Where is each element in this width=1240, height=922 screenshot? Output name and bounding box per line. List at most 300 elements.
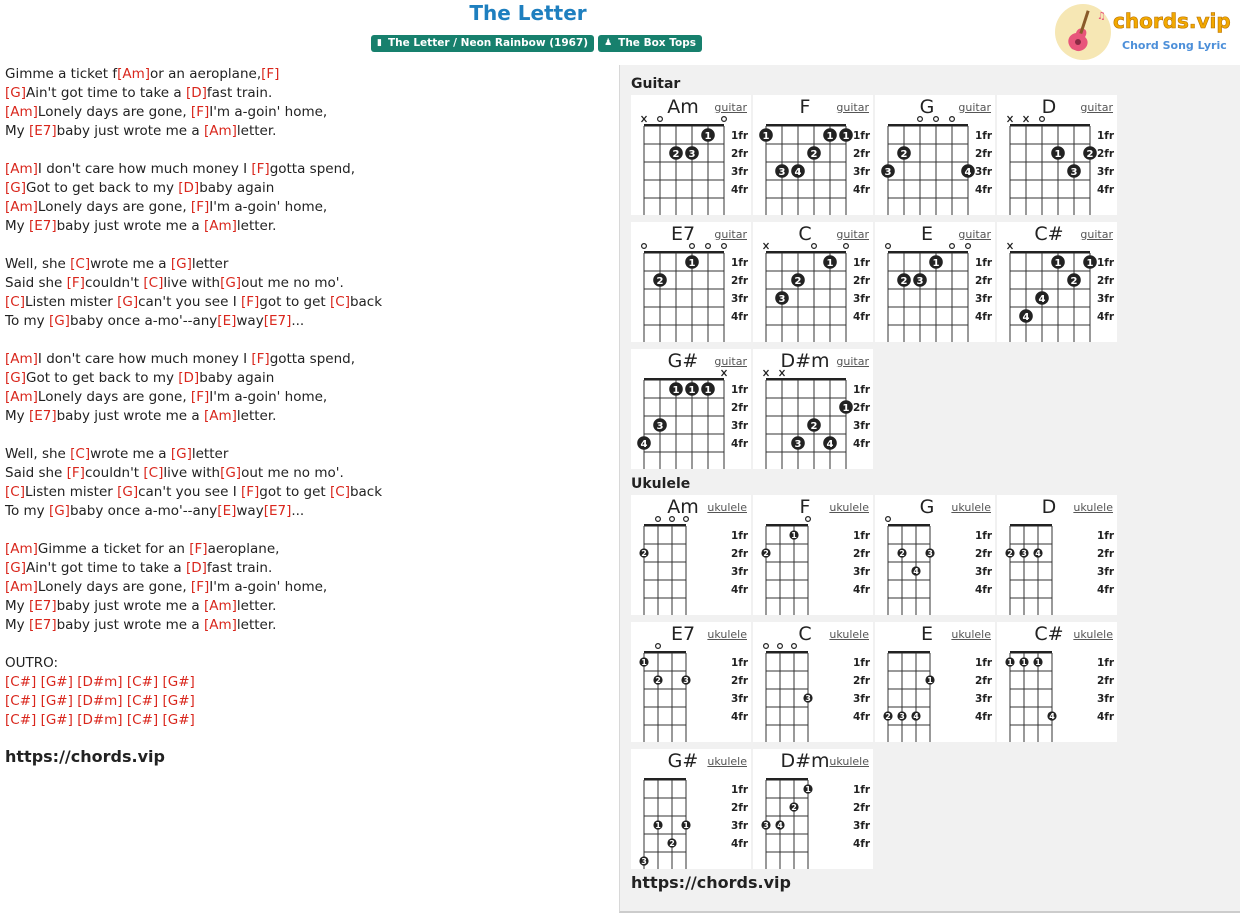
finger-number: 3 xyxy=(778,167,786,178)
finger-dot xyxy=(701,382,715,396)
chord-link[interactable]: [G#] xyxy=(40,674,73,690)
fret-label: 4fr xyxy=(975,584,993,596)
finger-number: 4 xyxy=(1035,549,1041,558)
guitar-logo-icon xyxy=(1055,2,1235,62)
fret-label: 2fr xyxy=(731,402,749,414)
finger-dot xyxy=(681,675,690,685)
lyric-text: Lonely days are gone, xyxy=(37,579,191,595)
finger-dot xyxy=(775,820,784,830)
finger-dot xyxy=(897,711,906,721)
guitar-type-link[interactable]: guitar xyxy=(958,101,991,114)
song-badges xyxy=(371,35,702,52)
finger-dot xyxy=(639,856,648,866)
fret-label: 4fr xyxy=(853,184,871,196)
finger-number: 1 xyxy=(805,785,811,794)
chord-link[interactable]: [D] xyxy=(178,180,200,196)
lyric-line xyxy=(5,578,605,597)
ukulele-chord-card[interactable] xyxy=(875,622,995,742)
lyric-line xyxy=(5,369,605,388)
chord-link[interactable]: [E] xyxy=(217,503,237,519)
guitar-chord-card[interactable] xyxy=(631,349,751,469)
logo-tagline: Chord Song Lyric xyxy=(1122,39,1227,52)
lyric-text: live with xyxy=(163,275,221,291)
chord-link[interactable]: [Am] xyxy=(203,408,237,424)
lyric-line xyxy=(5,540,605,559)
finger-dot xyxy=(653,273,667,287)
chord-link[interactable]: [Am] xyxy=(203,617,237,633)
finger-dot xyxy=(639,657,648,667)
chord-name: E xyxy=(920,623,933,645)
fret-label: 2fr xyxy=(731,548,749,560)
lyric-text: fast train. xyxy=(206,85,273,101)
guitar-type-link[interactable]: guitar xyxy=(714,355,747,368)
chord-link[interactable]: [G] xyxy=(5,560,26,576)
fret-label: 2fr xyxy=(853,802,871,814)
chord-link[interactable]: [C#] xyxy=(5,674,37,690)
finger-number: 1 xyxy=(1021,658,1027,667)
ukulele-chord-card[interactable] xyxy=(875,495,995,615)
finger-dot xyxy=(823,128,837,142)
chord-link[interactable]: [Am] xyxy=(203,598,237,614)
lyric-text: Ain't got time to take a xyxy=(26,560,186,576)
chord-link[interactable]: [E7] xyxy=(28,598,57,614)
chord-name: D#m xyxy=(780,750,830,772)
lyric-text: ... xyxy=(291,313,305,329)
finger-number: 1 xyxy=(672,385,680,396)
finger-dot xyxy=(839,400,853,414)
lyric-text: wrote me a xyxy=(90,446,171,462)
lyric-text: I'm a-goin' home, xyxy=(209,579,328,595)
chord-link[interactable]: [E] xyxy=(217,313,237,329)
chord-name: C xyxy=(798,223,812,245)
chord-link[interactable]: [G] xyxy=(220,275,242,291)
fret-label: 1fr xyxy=(731,130,749,142)
finger-dot xyxy=(1067,164,1081,178)
artist-badge[interactable] xyxy=(598,35,702,52)
chord-link[interactable]: [E7] xyxy=(263,503,292,519)
fret-label: 3fr xyxy=(731,420,749,432)
lyric-text: Lonely days are gone, xyxy=(37,389,191,405)
lyric-text: letter. xyxy=(236,408,277,424)
guitar-type-link[interactable]: guitar xyxy=(714,228,747,241)
lyric-text: I don't care how much money I xyxy=(37,161,252,177)
chord-link[interactable]: [Am] xyxy=(5,579,38,595)
fret-label: 2fr xyxy=(1097,148,1115,160)
fret-label: 1fr xyxy=(853,784,871,796)
guitar-type-link[interactable]: guitar xyxy=(836,101,869,114)
fret-label: 1fr xyxy=(975,130,993,142)
chord-link[interactable]: [C] xyxy=(143,465,164,481)
lyric-line xyxy=(5,654,605,673)
lyric-text: fast train. xyxy=(206,560,273,576)
nut xyxy=(1010,124,1090,127)
chord-link[interactable]: [C#] xyxy=(126,674,159,690)
lyric-text: baby just wrote me a xyxy=(56,598,204,614)
lyric-line xyxy=(5,616,605,635)
fret-label: 1fr xyxy=(853,384,871,396)
finger-dot xyxy=(653,675,662,685)
chord-link[interactable]: [Am] xyxy=(5,161,38,177)
guitar-chord-card[interactable] xyxy=(875,222,995,342)
nut xyxy=(766,778,808,781)
fret-label: 3fr xyxy=(731,566,749,578)
lyric-line xyxy=(5,426,605,445)
nut xyxy=(766,524,808,527)
nut xyxy=(644,524,686,527)
ukulele-chord-card[interactable] xyxy=(997,622,1117,742)
fret-label: 2fr xyxy=(731,275,749,287)
lyric-text: letter. xyxy=(236,123,277,139)
lyric-text: Said she xyxy=(5,465,67,481)
finger-number: 1 xyxy=(762,131,770,142)
fret-label: 2fr xyxy=(975,675,993,687)
fret-label: 3fr xyxy=(853,693,871,705)
chord-link[interactable]: [F] xyxy=(251,351,270,367)
ukulele-type-link[interactable]: ukulele xyxy=(1073,628,1113,641)
chord-link[interactable]: [C#] xyxy=(126,712,159,728)
fret-label: 2fr xyxy=(853,548,871,560)
lyric-line xyxy=(5,255,605,274)
chord-link[interactable]: [G#] xyxy=(40,712,73,728)
fret-label: 2fr xyxy=(975,148,993,160)
lyric-text: way xyxy=(236,503,264,519)
finger-number: 1 xyxy=(826,131,834,142)
finger-number: 4 xyxy=(913,712,919,721)
lyric-line xyxy=(5,236,605,255)
chord-link[interactable]: [F] xyxy=(240,484,260,500)
lyric-line xyxy=(5,217,605,236)
finger-dot xyxy=(823,436,837,450)
finger-dot xyxy=(791,164,805,178)
chord-link[interactable]: [F] xyxy=(240,294,260,310)
lyric-line xyxy=(5,635,605,654)
lyrics-block xyxy=(5,65,605,730)
guitar-chord-card[interactable] xyxy=(631,222,751,342)
finger-dot xyxy=(1005,657,1014,667)
chord-link[interactable]: [E7] xyxy=(28,123,57,139)
nut xyxy=(766,251,846,254)
ukulele-chord-card[interactable] xyxy=(631,495,751,615)
chord-link[interactable]: [C#] xyxy=(5,693,37,709)
fret-label: 3fr xyxy=(975,566,993,578)
fret-label: 2fr xyxy=(1097,675,1115,687)
fret-label: 4fr xyxy=(731,584,749,596)
chord-link[interactable]: [D#m] xyxy=(77,693,123,709)
chord-link[interactable]: [G#] xyxy=(162,693,195,709)
fret-label: 2fr xyxy=(731,802,749,814)
chord-link[interactable]: [C] xyxy=(70,256,91,272)
finger-dot xyxy=(1019,657,1028,667)
lyric-text: letter. xyxy=(236,617,277,633)
finger-number: 4 xyxy=(640,439,648,450)
finger-number: 2 xyxy=(899,549,905,558)
finger-number: 1 xyxy=(683,821,689,830)
panel-site-url-link[interactable]: https://chords.vip xyxy=(631,873,791,892)
lyric-line xyxy=(5,521,605,540)
chord-link[interactable]: [G] xyxy=(117,294,139,310)
finger-dot xyxy=(1035,291,1049,305)
fret-label: 3fr xyxy=(1097,693,1115,705)
chord-link[interactable]: [F] xyxy=(190,389,210,405)
ukulele-chord-card[interactable] xyxy=(753,495,873,615)
ukulele-chord-card[interactable] xyxy=(753,749,873,869)
chord-link[interactable]: [C] xyxy=(5,294,25,310)
finger-dot xyxy=(1019,548,1028,558)
guitar-chord-card[interactable] xyxy=(875,95,995,215)
lyric-text: baby just wrote me a xyxy=(56,617,204,633)
fret-label: 3fr xyxy=(1097,566,1115,578)
finger-number: 2 xyxy=(810,421,818,432)
ukulele-type-link[interactable]: ukulele xyxy=(707,628,747,641)
chord-link[interactable]: [F] xyxy=(190,104,210,120)
chord-link[interactable]: [F] xyxy=(251,161,270,177)
ukulele-type-link[interactable]: ukulele xyxy=(829,501,869,514)
chord-name: E7 xyxy=(670,623,696,645)
chord-link[interactable]: [D] xyxy=(185,85,207,101)
guitar-type-link[interactable]: guitar xyxy=(958,228,991,241)
finger-number: 2 xyxy=(641,549,647,558)
nut xyxy=(1010,524,1052,527)
album-badge[interactable] xyxy=(371,35,594,52)
finger-dot xyxy=(1005,548,1014,558)
chord-link[interactable]: [F] xyxy=(66,275,85,291)
chord-link[interactable]: [G] xyxy=(48,503,70,519)
finger-number: 2 xyxy=(1086,149,1094,160)
person-icon: ♟ xyxy=(604,38,613,48)
lyric-text: out me no mo'. xyxy=(241,465,344,481)
finger-number: 4 xyxy=(1049,712,1055,721)
fret-label: 4fr xyxy=(731,711,749,723)
guitar-chord-card[interactable] xyxy=(753,222,873,342)
fret-label: 2fr xyxy=(731,148,749,160)
finger-number: 1 xyxy=(1054,258,1062,269)
guitar-chord-card[interactable] xyxy=(997,95,1117,215)
guitar-chord-card[interactable] xyxy=(753,349,873,469)
lyric-text: letter xyxy=(191,256,229,272)
fret-label: 4fr xyxy=(731,184,749,196)
guitar-type-link[interactable]: guitar xyxy=(1080,228,1113,241)
ukulele-type-link[interactable]: ukulele xyxy=(1073,501,1113,514)
guitar-heading: Guitar xyxy=(631,76,681,92)
chord-link[interactable]: [F] xyxy=(190,199,210,215)
fret-label: 1fr xyxy=(853,657,871,669)
chord-link[interactable]: [Am] xyxy=(5,104,38,120)
fret-label: 2fr xyxy=(853,275,871,287)
finger-number: 1 xyxy=(842,403,850,414)
chord-name: D xyxy=(1041,496,1057,518)
site-url-link[interactable]: https://chords.vip xyxy=(5,747,165,766)
chord-link[interactable]: [C] xyxy=(330,294,350,310)
lyric-text: Got to get back to my xyxy=(26,180,179,196)
chord-link[interactable]: [C] xyxy=(143,275,164,291)
chord-link[interactable]: [G#] xyxy=(40,693,73,709)
lyric-line xyxy=(5,331,605,350)
chord-link[interactable]: [Am] xyxy=(5,199,38,215)
chord-diagrams-panel xyxy=(619,65,1240,913)
chord-link[interactable]: [C] xyxy=(70,446,91,462)
lyric-text: Gimme a ticket f xyxy=(5,66,118,82)
chord-name: Am xyxy=(667,496,699,518)
chord-link[interactable]: [F] xyxy=(190,579,210,595)
ukulele-chord-card[interactable] xyxy=(753,622,873,742)
chord-name: F xyxy=(799,496,811,518)
lyric-line xyxy=(5,388,605,407)
fret-label: 1fr xyxy=(975,530,993,542)
chord-link[interactable]: [F] xyxy=(66,465,85,481)
site-logo[interactable] xyxy=(1055,2,1235,62)
ukulele-chord-card[interactable] xyxy=(631,622,751,742)
fret-label: 1fr xyxy=(853,257,871,269)
finger-dot xyxy=(791,273,805,287)
fret-label: 3fr xyxy=(853,293,871,305)
ukulele-type-link[interactable]: ukulele xyxy=(707,501,747,514)
finger-number: 2 xyxy=(656,276,664,287)
chord-link[interactable]: [G] xyxy=(5,85,26,101)
nut xyxy=(644,651,686,654)
chord-link[interactable]: [Am] xyxy=(117,66,151,82)
lyric-text: can't you see I xyxy=(138,294,241,310)
chord-link[interactable]: [D#m] xyxy=(77,674,123,690)
chord-name: D#m xyxy=(780,350,830,372)
finger-dot xyxy=(667,838,676,848)
chord-name: E7 xyxy=(670,223,696,245)
lyric-line xyxy=(5,350,605,369)
ukulele-type-link[interactable]: ukulele xyxy=(829,628,869,641)
fret-label: 3fr xyxy=(853,820,871,832)
finger-number: 3 xyxy=(1021,549,1027,558)
fret-label: 3fr xyxy=(731,693,749,705)
fret-label: 3fr xyxy=(853,420,871,432)
fret-label: 4fr xyxy=(1097,584,1115,596)
finger-number: 3 xyxy=(927,549,933,558)
ukulele-chord-card[interactable] xyxy=(631,749,751,869)
lyric-text: My xyxy=(5,617,29,633)
ukulele-type-link[interactable]: ukulele xyxy=(829,755,869,768)
chord-link[interactable]: [G] xyxy=(5,180,26,196)
chord-link[interactable]: [G] xyxy=(5,370,26,386)
chord-link[interactable]: [Am] xyxy=(5,389,38,405)
guitar-type-link[interactable]: guitar xyxy=(836,228,869,241)
chord-link[interactable]: [G#] xyxy=(162,674,195,690)
finger-number: 1 xyxy=(641,658,647,667)
guitar-type-link[interactable]: guitar xyxy=(1080,101,1113,114)
finger-dot xyxy=(883,711,892,721)
chord-link[interactable]: [G] xyxy=(48,313,70,329)
ukulele-type-link[interactable]: ukulele xyxy=(707,755,747,768)
lyric-text: My xyxy=(5,598,29,614)
fret-label: 3fr xyxy=(1097,293,1115,305)
chord-link[interactable]: [G] xyxy=(170,256,192,272)
finger-number: 4 xyxy=(777,821,783,830)
finger-dot xyxy=(1033,657,1042,667)
fret-label: 1fr xyxy=(731,384,749,396)
finger-dot xyxy=(913,273,927,287)
nut xyxy=(766,124,846,127)
guitar-chord-card[interactable] xyxy=(631,95,751,215)
chord-link[interactable]: [Am] xyxy=(203,218,237,234)
chord-link[interactable]: [C#] xyxy=(126,693,159,709)
chord-link[interactable]: [E7] xyxy=(28,617,57,633)
lyric-line xyxy=(5,692,605,711)
chord-link[interactable]: [G] xyxy=(220,465,242,481)
fret-label: 2fr xyxy=(731,675,749,687)
fret-label: 1fr xyxy=(731,784,749,796)
ukulele-chord-card[interactable] xyxy=(997,495,1117,615)
finger-number: 3 xyxy=(656,421,664,432)
guitar-chord-card[interactable] xyxy=(753,95,873,215)
finger-number: 2 xyxy=(791,803,797,812)
finger-dot xyxy=(775,164,789,178)
chord-link[interactable]: [E7] xyxy=(28,218,57,234)
chord-link[interactable]: [Am] xyxy=(203,123,237,139)
chord-link[interactable]: [C] xyxy=(330,484,350,500)
lyric-line xyxy=(5,312,605,331)
chord-name: G# xyxy=(667,750,699,772)
logo-name: chords.vip xyxy=(1113,9,1231,33)
fret-label: 3fr xyxy=(975,166,993,178)
lyric-text: couldn't xyxy=(84,275,144,291)
nut xyxy=(766,378,846,381)
chord-link[interactable]: [D#m] xyxy=(77,712,123,728)
chord-name: C# xyxy=(1034,223,1064,245)
chord-link[interactable]: [C] xyxy=(5,484,25,500)
chord-link[interactable]: [C#] xyxy=(5,712,37,728)
chord-link[interactable]: [G] xyxy=(170,446,192,462)
chord-name: C# xyxy=(1034,623,1064,645)
finger-number: 4 xyxy=(1038,294,1046,305)
chord-link[interactable]: [F] xyxy=(261,66,280,82)
finger-dot xyxy=(807,418,821,432)
finger-dot xyxy=(653,418,667,432)
guitar-type-link[interactable]: guitar xyxy=(714,101,747,114)
chord-name: E xyxy=(920,223,933,245)
finger-number: 2 xyxy=(900,276,908,287)
lyric-line xyxy=(5,445,605,464)
lyric-text: baby once a-mo'--any xyxy=(69,313,218,329)
finger-dot xyxy=(925,548,934,558)
fret-label: 1fr xyxy=(975,257,993,269)
lyric-text: I'm a-goin' home, xyxy=(209,389,328,405)
lyric-line xyxy=(5,673,605,692)
lyric-text: My xyxy=(5,123,29,139)
chord-link[interactable]: [Am] xyxy=(5,541,38,557)
guitar-chord-card[interactable] xyxy=(997,222,1117,342)
lyric-line xyxy=(5,141,605,160)
chord-link[interactable]: [G] xyxy=(117,484,139,500)
guitar-type-link[interactable]: guitar xyxy=(836,355,869,368)
chord-link[interactable]: [E7] xyxy=(28,408,57,424)
finger-number: 1 xyxy=(1086,258,1094,269)
ukulele-type-link[interactable]: ukulele xyxy=(951,628,991,641)
fret-label: 4fr xyxy=(853,438,871,450)
lyric-line xyxy=(5,464,605,483)
fret-label: 2fr xyxy=(1097,548,1115,560)
finger-number: 1 xyxy=(842,131,850,142)
ukulele-type-link[interactable]: ukulele xyxy=(951,501,991,514)
fret-label: 4fr xyxy=(731,311,749,323)
chord-link[interactable]: [Am] xyxy=(5,351,38,367)
finger-dot xyxy=(803,784,812,794)
chord-link[interactable]: [F] xyxy=(189,541,208,557)
lyric-line xyxy=(5,274,605,293)
chord-link[interactable]: [D] xyxy=(185,560,207,576)
lyric-line xyxy=(5,160,605,179)
finger-dot xyxy=(685,255,699,269)
chord-link[interactable]: [E7] xyxy=(263,313,292,329)
chord-link[interactable]: [D] xyxy=(178,370,200,386)
finger-number: 3 xyxy=(683,676,689,685)
chord-link[interactable]: [G#] xyxy=(162,712,195,728)
